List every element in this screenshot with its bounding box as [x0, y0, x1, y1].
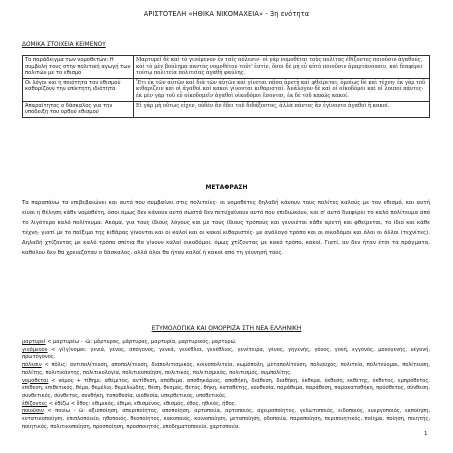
table-row: [23, 78, 430, 101]
etymology-term: γινόμενον: [22, 346, 48, 353]
etymology-term: ποιοῦσιν: [22, 408, 44, 415]
etymology-list: [22, 339, 430, 431]
etymology-derivatives: < ποιέω - ῶ: αξιοποίηση, απεριποίητος, αποποίηση, αρτοποιία, αρτοποιός, αχειροποίητος, γελωτοποιός, ειδοποιός, ευεργοποιός, εκποίηση, εντατικοποίηση, επιπλοποιείο, ηθοποιός, θεοποίητος, κακοποιός, κοινοποίηση, μεταποίηση, οδοποιία, παραποίηση, περιποιητικός, ποίημα, ποίηση, ποιητής, ποιητικός, πολιτικοποίηση, προσποίηση, προσποιητός, υποδηματοποιείο, χαρτοποιία.: [22, 408, 430, 430]
structure-heading: ΔΟΜΙΚΑ ΣΤΟΙΧΕΙΑ ΚΕΙΜΕΝΟΥ: [22, 42, 106, 48]
etymology-entry: [22, 362, 430, 377]
table-row: [23, 56, 430, 79]
etymology-derivatives: < νόμος + τίθημι: αθέμιτος, αντίθεση, απόθεμα, αποθηκάριος, αποθήκη, διάθεση, διαθήκη, έκθεμα, έκθεση, εκθέτης, έκθετος, εμπρόθετος, επίθεση, επιθετικός, θέμα, θεμέλιο, θεμελιώδης, θέση, θεσμός, θετός, θήκη, καταθέτης, νουθεσία, παράθεμα, παράθεση, παρακαταθήκη, πρόσθετος, σύνθεση, συνθετικός, σύνθετος, συνθήκη, τοποθεσία, υιοθεσία, υπερθετικός, υποθετικός.: [22, 377, 430, 399]
structure-table: [22, 55, 430, 118]
etymology-term: ἐθίζοντες: [22, 400, 48, 407]
etymology-entry: [22, 408, 430, 431]
table-row: [23, 101, 430, 117]
row-ancient-text: Εἰ γὰρ μὴ οὕτως εἶχεν, οὐδὲν ἂν ἔδει τοῦ διδάξοντος, ἀλλὰ πάντες ἂν ἐγίνοντο ἀγαθοὶ ἢ κακοί.: [134, 101, 430, 117]
etymology-derivatives: < γί(γ)νομαι: γενιά, γένος, απόγονος, γενεά, γενέθλια, γενέθλιος, γενέτειρα, γένος, γηγενής, γόνος, γονή, εγγονός, μονογενής, νέγονή, πρωτόγονος.: [22, 346, 430, 361]
etymology-term: πόλεσιν: [22, 362, 42, 369]
translation-paragraph: Τα παραπάνω τα επιβεβαιώνει και αυτό που συμβαίνει στις πολιτείες· οι νομοθέτες δηλαδή κάνουν τους πολίτες καλούς με τον εθισμό, και αυτή είναι η θέληση κάθε νομοθέτη, όσοι όμως δεν κάνουν αυτό σωστά δεν πετυχαίνουν αυτό που επιδιώκουν, και σ' αυτό διαφέρει το καλό πολίτευμα από το λιγότερο καλό πολίτευμα. Ακόμα, για τους ίδιους λόγους και με τους ίδιους τρόπους και γεννιέται κάθε αρετή και φθείρεται, το ίδιο και κάθε τέχνη· γιατί με το παίξιμο της κιθάρας γίνονται και οι καλοί και οι κακοί κιθαριστές· με ανάλογο τρόπο και οι οικοδόμοι και όλοι οι άλλοι (τεχνίτες). Δηλαδή χτίζοντας με καλό τρόπο σπίτια θα γίνουν καλοί οικοδόμοι, όμως χτίζοντας με κακό τρόπο, κακοί. Γιατί, αν δεν ήταν έτσι τα πράγματα, καθόλου δεν θα χρειαζόταν ο δάσκαλος, αλλά όλοι θα ήταν καλοί ή κακοί από τη γέννησή τους.: [22, 200, 430, 256]
document-title: ΑΡΙΣΤΟΤΕΛΗ «ΗΘΙΚΑ ΝΙΚΟΜΑΧΕΙΑ» - 3η ενότητα: [143, 10, 310, 18]
row-ancient-text: Ἔτι ἐκ τῶν αὐτῶν καὶ διὰ τῶν αὐτῶν καὶ γίνεται πᾶσα ἀρετὴ καὶ φθείρεται, ὁμοίως δὲ καὶ τέχνη· ἐκ γὰρ τοῦ κιθαρίζειν καὶ οἱ ἀγαθοὶ καὶ κακοὶ γίνονται κιθαρισταί. Ἀνάλογον δὲ καὶ οἱ οἰκοδόμοι καὶ οἱ λοιποὶ πάντες· ἐκ μὲν γὰρ τοῦ εὖ οἰκοδομεῖν ἀγαθοὶ οἰκοδόμοι ἔσονται, ἐκ δὲ τοῦ κακῶς κακοί.: [134, 78, 430, 101]
etymology-term: μαρτυρεῖ: [22, 339, 46, 345]
etymology-derivatives: < ἐθίζω < ἔθος: εθιμικός, έθιμο, εθισμένος, εθισμός, έθος, ηθικός, ήθος.: [47, 400, 237, 407]
etymology-term: νομοθέται: [22, 377, 49, 384]
etymology-heading: ΕΤΥΜΟΛΟΓΙΚΑ ΚΑΙ ΟΜΟΡΡΙΖΑ ΣΤΗ ΝΕΑ ΕΛΛΗΝΙΚΗ: [151, 325, 302, 332]
etymology-derivatives: < μαρτυρέω - -ῶ: μάρτυρας, μάρτυρας, μαρτυρία, μαρτυρικός, μαρτυρώ.: [45, 339, 237, 345]
row-summary: Απαραίτητος ο δάσκαλος για την υπόδειξη του ορθού εθισμού: [23, 101, 134, 117]
etymology-entry: [22, 339, 430, 347]
translation-heading: ΜΕΤΑΦΡΑΣΗ: [205, 184, 248, 191]
etymology-derivatives: < πόλις: αντιπολίτευση, αποπολίτευση, διαπολιτισμικός, κοινοπολιτεία, κωμόπολη, μεταπολίτευση, πολιούχος, πολιτεία, πολιτεύομαι, πολίτευση, πολίτης, πολιτικάντης, πολιτικολογία, πολιτικοποίηση, πολιτικός, πολιτισμικός, πολιτισμός, συμπολίτης.: [22, 362, 430, 376]
row-summary: Οι λόγοι και η ποιότητα του εθισμού καθορίζουν την επίκτητη ιδιότητα: [23, 78, 134, 101]
etymology-entry: [22, 378, 430, 401]
row-ancient-text: Μαρτυρεῖ δὲ καὶ τὸ γινόμενον ἐν ταῖς πόλεσιν· οἱ γὰρ νομοθέται τοὺς πολίτας ἐθίζοντες ποιοῦσιν ἀγαθούς, καὶ τὸ μὲν βούλημα παντὸς νομοθέτου τοῦτ' ἐστίν, ὅσοι δὲ μὴ εὖ αὐτὸ ποιοῦσιν ἁμαρτάνουσιν, καὶ διαφέρει τούτῳ πολιτεία πολιτείας ἀγαθὴ φαύλης.: [134, 56, 430, 79]
page-number: 1: [424, 431, 428, 437]
etymology-entry: [22, 347, 430, 362]
row-summary: Το παράδειγμα των νομοθετών: Η συμβολή τους στην πολιτική αγωγή των πολιτών με το εθισμό: [23, 56, 134, 79]
